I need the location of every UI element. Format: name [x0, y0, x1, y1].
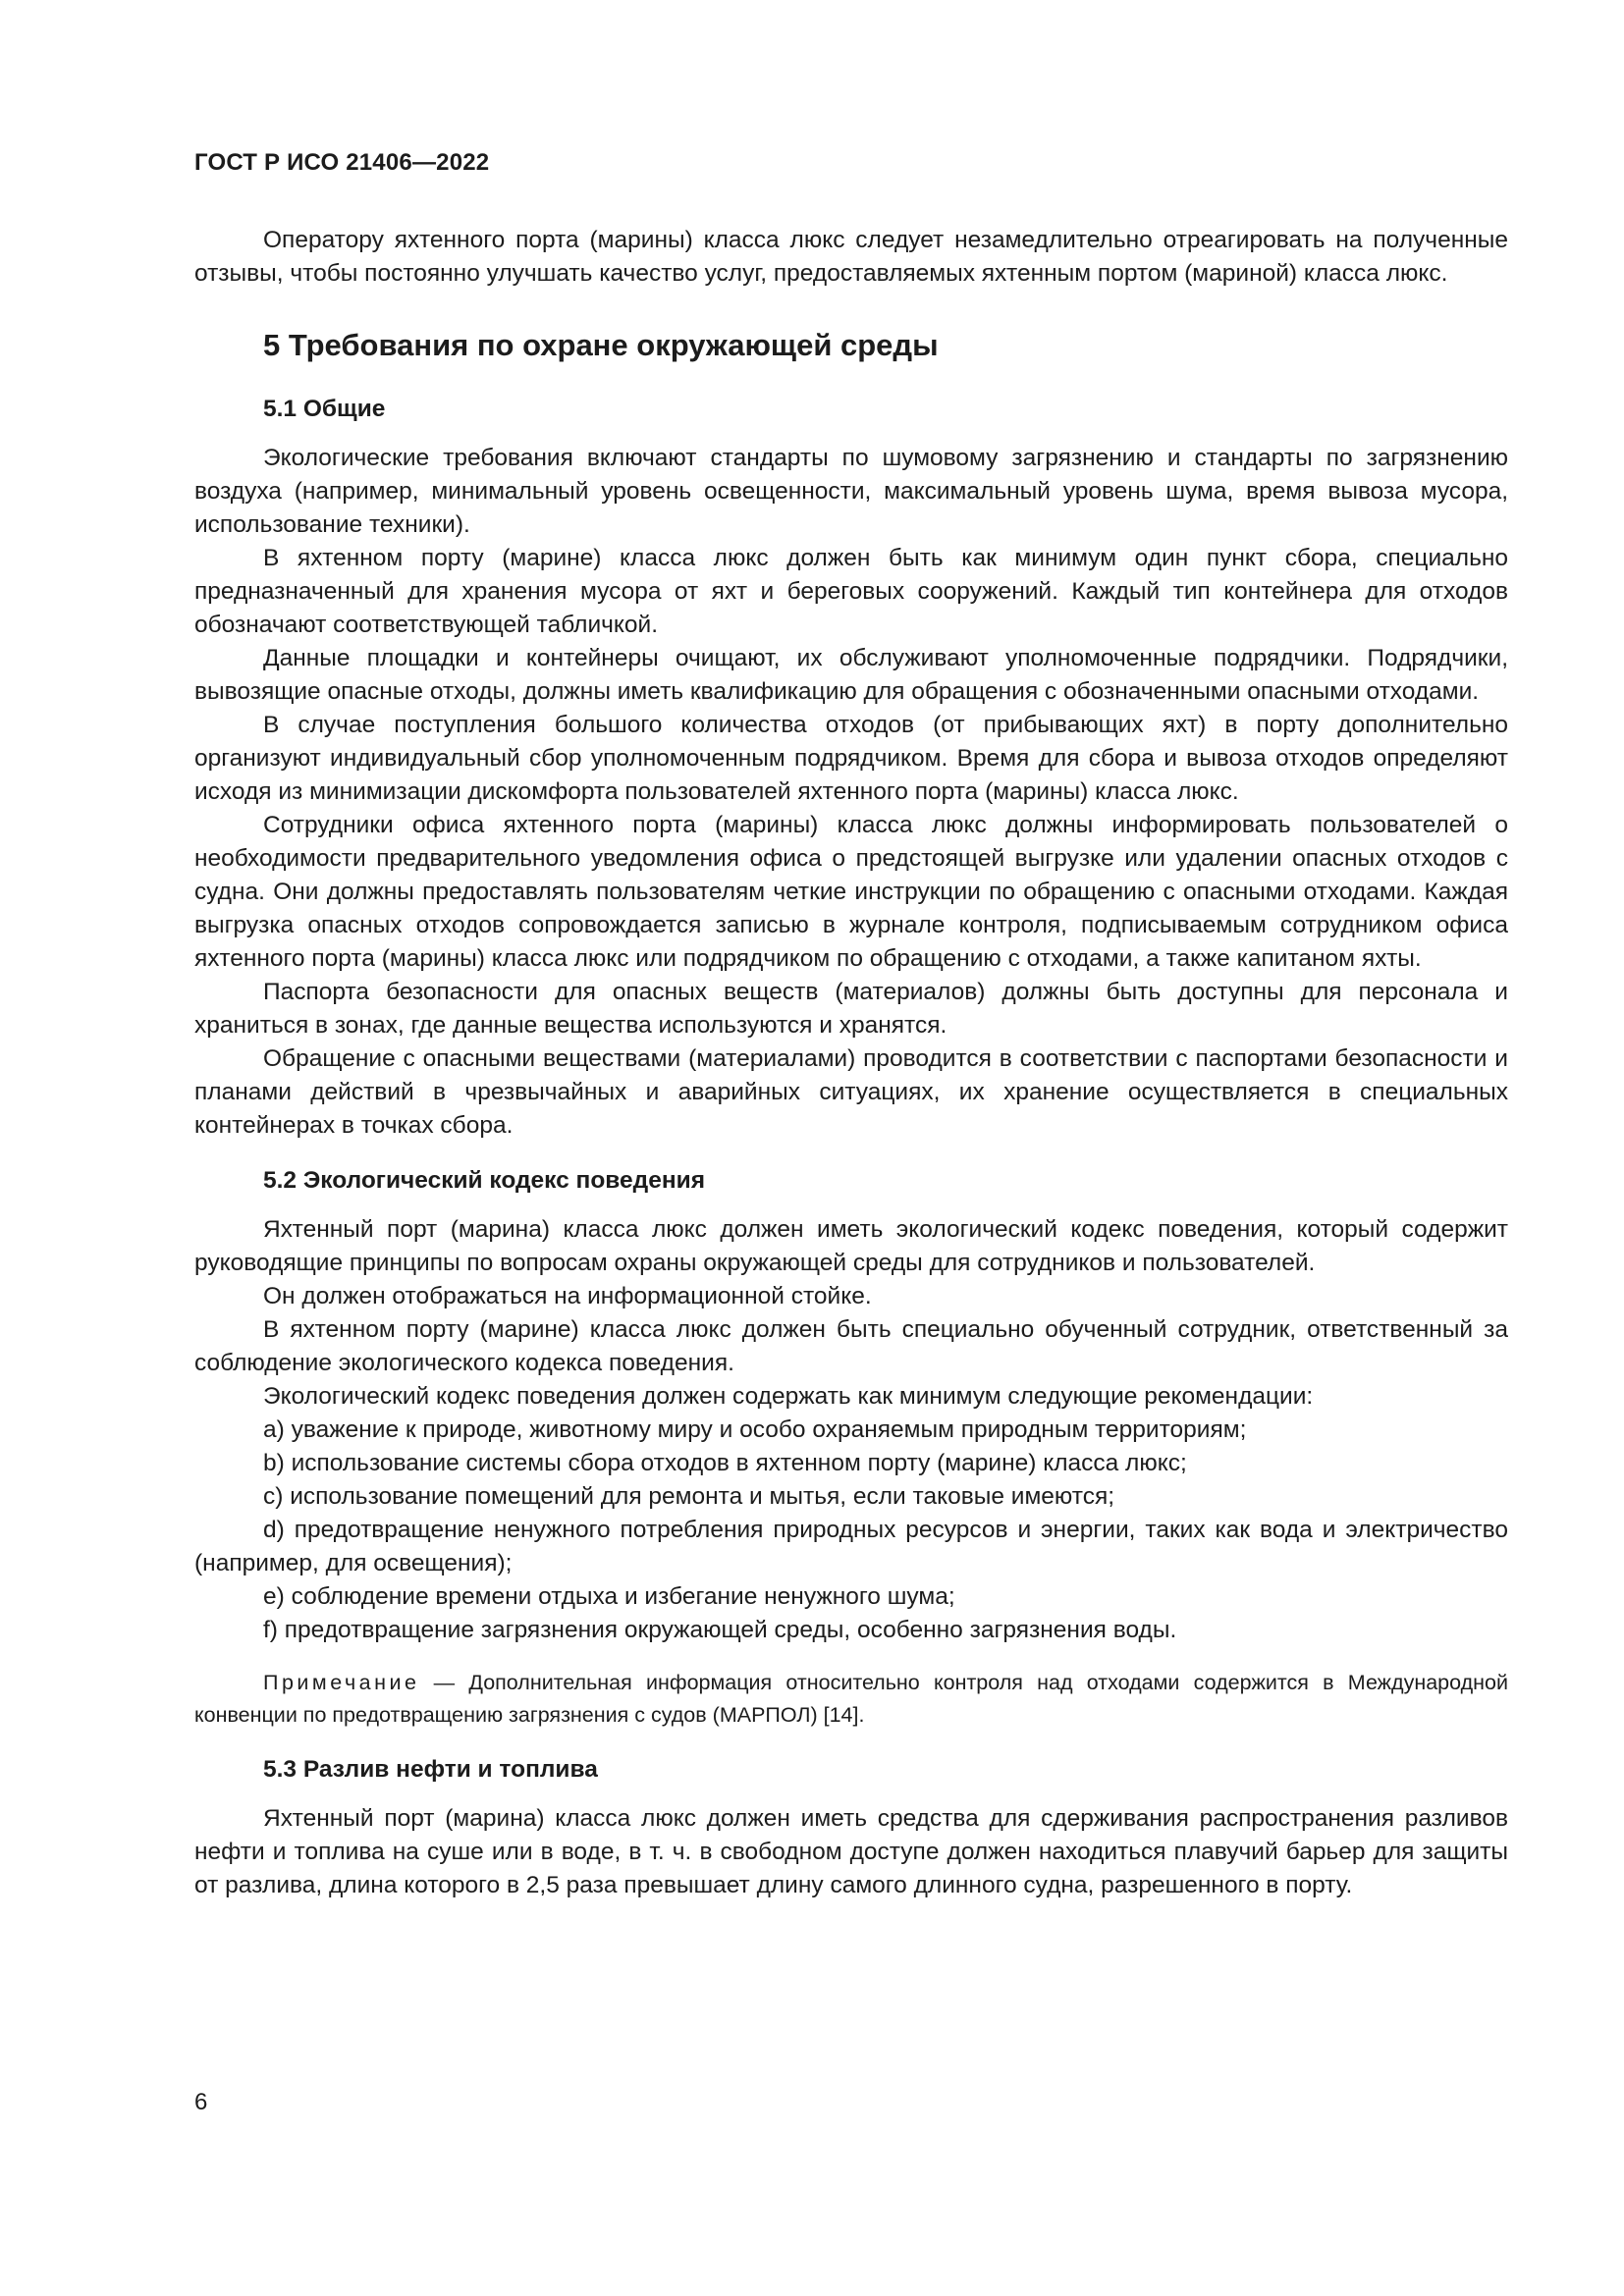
list-item: e) соблюдение времени отдыха и избегание ненужного шума; — [263, 1583, 955, 1610]
list-item: f) предотвращение загрязнения окружающей среды, особенно загрязнения воды. — [263, 1617, 1177, 1643]
page-content — [194, 224, 1508, 1902]
section-5-title: 5 Требования по охране окружающей среды — [263, 328, 939, 362]
standard-header: ГОСТ Р ИСО 21406—2022 — [194, 149, 490, 176]
page-number: 6 — [194, 2089, 208, 2115]
note-label: Примечание — [263, 1671, 420, 1694]
paragraph: Обращение с опасными веществами (материалами) проводится в соответствии с паспортами безопасности и планами действий в чрезвычайных и аварийных ситуациях, их хранение осуществляется в специальных контейнерах в точках сбора. — [194, 1045, 1508, 1139]
paragraph: Экологический кодекс поведения должен содержать как минимум следующие рекомендации: — [263, 1383, 1314, 1410]
paragraph: Он должен отображаться на информационной стойке. — [263, 1283, 872, 1309]
section-5-3-title: 5.3 Разлив нефти и топлива — [263, 1756, 598, 1783]
paragraph: Данные площадки и контейнеры очищают, их обслуживают уполномоченные подрядчики. Подрядчики, вывозящие опасные отходы, должны иметь квалификацию для обращения с обозначенными опасными отходами. — [194, 645, 1508, 705]
intro-paragraph: Оператору яхтенного порта (марины) класса люкс следует незамедлительно отреагировать на полученные отзывы, чтобы постоянно улучшать качество услуг, предоставляемых яхтенным портом (мариной) класса люкс. — [194, 227, 1508, 287]
note-text: — Дополнительная информация относительно контроля над отходами содержится в Международной конвенции по предотвращению загрязнения с судов (МАРПОЛ) [14]. — [194, 1671, 1508, 1727]
paragraph: В яхтенном порту (марине) класса люкс должен быть как минимум один пункт сбора, специально предназначенный для хранения мусора от яхт и береговых сооружений. Каждый тип контейнера для отходов обозначают соответствующей табличкой. — [194, 545, 1508, 638]
note-block — [194, 1667, 1508, 1732]
paragraph: Паспорта безопасности для опасных веществ (материалов) должны быть доступны для персонала и храниться в зонах, где данные вещества используются и хранятся. — [194, 979, 1508, 1039]
list-item: d) предотвращение ненужного потребления природных ресурсов и энергии, таких как вода и электричество (например, для освещения); — [194, 1517, 1508, 1576]
list-item: c) использование помещений для ремонта и мытья, если таковые имеются; — [263, 1483, 1115, 1510]
section-5-1-title: 5.1 Общие — [263, 396, 386, 422]
paragraph: Яхтенный порт (марина) класса люкс должен иметь экологический кодекс поведения, который содержит руководящие принципы по вопросам охраны окружающей среды для сотрудников и пользователей. — [194, 1216, 1508, 1276]
paragraph: В случае поступления большого количества отходов (от прибывающих яхт) в порту дополнительно организуют индивидуальный сбор уполномоченным подрядчиком. Время для сбора и вывоза отходов определяют исходя из минимизации дискомфорта пользователей яхтенного порта (марины) класса люкс. — [194, 712, 1508, 805]
paragraph: Сотрудники офиса яхтенного порта (марины) класса люкс должны информировать пользователей о необходимости предварительного уведомления офиса о предстоящей выгрузке или удалении опасных отходов с судна. Они должны предоставлять пользователям четкие инструкции по обращению с опасными отходами. Каждая выгрузка опасных отходов сопровождается записью в журнале контроля, подписываемым сотрудником офиса яхтенного порта (марины) класса люкс или подрядчиком по обращению с отходами, а также капитаном яхты. — [194, 812, 1508, 972]
paragraph: В яхтенном порту (марине) класса люкс должен быть специально обученный сотрудник, ответственный за соблюдение экологического кодекса поведения. — [194, 1316, 1508, 1376]
list-item: b) использование системы сбора отходов в яхтенном порту (марине) класса люкс; — [263, 1450, 1187, 1476]
list-item: a) уважение к природе, животному миру и особо охраняемым природным территориям; — [263, 1416, 1247, 1443]
paragraph: Экологические требования включают стандарты по шумовому загрязнению и стандарты по загрязнению воздуха (например, минимальный уровень освещенности, максимальный уровень шума, время вывоза мусора, использование техники). — [194, 445, 1508, 538]
paragraph: Яхтенный порт (марина) класса люкс должен иметь средства для сдерживания распространения разливов нефти и топлива на суше или в воде, в т. ч. в свободном доступе должен находиться плавучий барьер для защиты от разлива, длина которого в 2,5 раза превышает длину самого длинного судна, разрешенного в порту. — [194, 1805, 1508, 1898]
section-5-2-title: 5.2 Экологический кодекс поведения — [263, 1167, 705, 1194]
